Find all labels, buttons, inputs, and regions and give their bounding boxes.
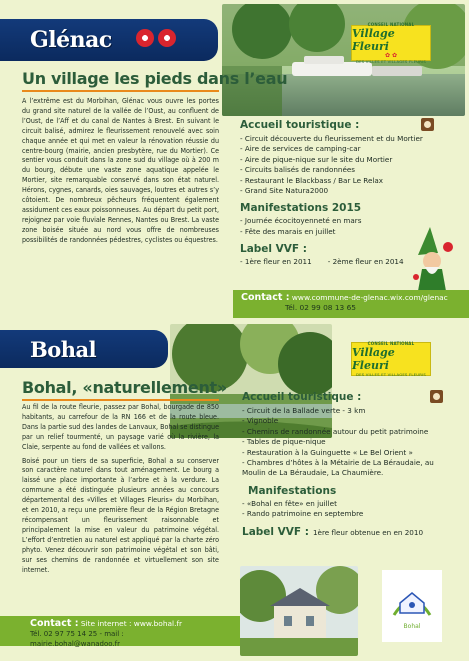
glenac-phone: Tél. 02 99 08 13 65	[285, 303, 356, 312]
contact-label: Contact :	[241, 292, 290, 303]
logo-name: Village Fleuri	[352, 27, 395, 53]
list-item: - Fête des marais en juillet	[240, 227, 440, 237]
flower-icon	[430, 390, 443, 403]
list-item: - Circuits balisés de randonnées	[240, 165, 440, 175]
bohal-logo-text: Bohal	[403, 622, 421, 630]
list-item: - Restauration à la Guinguette « Le Bel Orient »	[242, 448, 447, 458]
list-item: - Tables de pique-nique	[242, 437, 447, 447]
glenac-accueil-title: Accueil touristique :	[240, 118, 360, 131]
glenac-subtitle: Un village les pieds dans l’eau	[22, 69, 288, 88]
logo-bottom-text: DES VILLES ET VILLAGES FLEURIS	[356, 372, 426, 377]
bohal-banner	[0, 330, 168, 368]
divider	[22, 399, 219, 401]
list-item: - Aire de pique-nique sur le site du Mortier	[240, 155, 440, 165]
glenac-manif-title: Manifestations 2015	[240, 202, 362, 215]
bohal-accueil-list	[242, 406, 447, 479]
bohal-banner-title: Bohal	[30, 336, 97, 362]
logo-bottom-text: DES VILLES ET VILLAGES FLEURIS	[356, 59, 426, 64]
label-item: - 1ère fleur en 2011	[240, 257, 312, 267]
contact-label: Contact :	[30, 618, 79, 629]
bohal-paragraph-1: Au fil de la route fleurie, passez par Bohal, bourgade de 850 habitants, au carrefour de la RN 166 et de la route bleue. Dans la partie sud des landes de Lanvaux, Bohal se distingue par un relief tourmenté, un paysage varié où la rivière, la Claie, serpente au fond de vallées et vallons.	[22, 402, 219, 451]
list-item: - Rando patrimoine en septembre	[242, 509, 447, 519]
bohal-phone-mail: Tél. 02 97 75 14 25 - mail : mairie.bohal@wanadoo.fr	[30, 630, 124, 648]
bohal-accueil-title: Accueil touristique :	[242, 390, 362, 403]
list-item: - Vignoble	[242, 416, 447, 426]
bohal-manif-title: Manifestations	[248, 484, 337, 497]
list-item: - Grand Site Natura2000	[240, 186, 440, 196]
list-item: - Chemins de randonnée autour du petit patrimoine	[242, 427, 447, 437]
logo-name: Village Fleuri	[352, 346, 395, 372]
glenac-banner-title: Glénac	[30, 27, 112, 53]
bohal-subtitle: Bohal, «naturellement»	[22, 378, 227, 397]
glenac-paragraph	[22, 96, 219, 249]
list-item: - Chambres d’hôtes à la Métairie de La Béraudaie, au Moulin de La Béraudaie, La Chaumière.	[242, 458, 447, 479]
list-item: - «Bohal en fête» en juillet	[242, 499, 447, 509]
bohal-label-text: 1ère fleur obtenue en en 2010	[312, 527, 424, 537]
divider	[22, 90, 219, 92]
bohal-manif-list	[242, 499, 447, 520]
bohal-label-row	[242, 526, 447, 538]
label-item: - 2ème fleur en 2014	[327, 257, 404, 267]
list-item: - Restaurant le Blackbass / Bar Le Relax	[240, 176, 440, 186]
bohal-town-logo	[382, 570, 442, 642]
glenac-label-title: Label VVF :	[240, 243, 307, 256]
glenac-contact-bar	[233, 290, 469, 318]
bohal-info	[242, 390, 447, 538]
bohal-website-link[interactable]: Site internet : www.bohal.fr	[80, 619, 183, 628]
glenac-accueil-list	[240, 134, 440, 196]
flowers-icon: ✿ ✿	[385, 52, 397, 59]
list-item: - Circuit de la Ballade verte - 3 km	[242, 406, 447, 416]
flowers-icon	[132, 29, 176, 51]
list-item: - Journée écocitoyenneté en mars	[240, 216, 440, 226]
logo-top-text: CONSEIL NATIONAL	[367, 22, 415, 27]
bohal-paragraph	[22, 402, 219, 578]
gnome-mascot-icon	[408, 225, 456, 295]
list-item: - Aire de services de camping-car	[240, 144, 440, 154]
bohal-contact-bar	[0, 616, 240, 646]
glenac-paragraph-text: A l’extrême est du Morbihan, Glénac vous ouvre les portes du grand site naturel de la vallée de l’Oust, au confluent de l’Oust, de l’Aff et du canal de Nantes à Brest. En suivant le circuit balisé, admirez le fleurissement renouvelé avec soin chaque année et qui met en valeur la rénovation réussie du centre-bourg (mairie, ancien presbytère, rue du Mortier). Ce sentier vous conduit dans la zone sud du village où à 200 m du bourg, débute une vaste zone aquatique appelée le Mortier, site remarquable conservé dans son état naturel. Hérons, cygnes, canards, oies sauvages, loutres et autres s’y côtoient. De nombreux pêcheurs fréquentent également assidument ces eaux poissonneuses. Au départ du petit port, rejoignez par voie fluviale Rennes, Nantes ou Brest. La vaste zone boisée située au nord vous offre de nombreuses possibilités de randonnées pédestres, cyclistes ou équestres.	[22, 96, 219, 244]
logo-top-text: CONSEIL NATIONAL	[367, 341, 415, 346]
bohal-label-title: Label VVF :	[242, 525, 309, 538]
flower-icon	[421, 118, 434, 131]
glenac-website-link[interactable]: www.commune-de-glenac.wix.com/glenac	[291, 293, 448, 302]
bohal-paragraph-2: Boisé pour un tiers de sa superficie, Bohal a su conserver son caractère naturel dans tout aménagement. Le bourg a laissé une place importante à l’arbre et à la verdure. La commune a été distinguée plusieurs années au concours départemental des «Villes et Villages Fleuris» du Morbihan, et en 2010, a reçu une première fleur de la Région Bretagne récompensant un fleurissement raisonnable et principalement la mise en valeur du patrimoine végétal. L’effort d’entretien au naturel est appliqué par la charte zéro phyto. Venez découvrir son patrimoine végétal et son bâti, sur ses chemins de randonnée et virtuellement son site internet.	[22, 455, 219, 574]
village-fleuri-logo	[351, 342, 431, 376]
list-item: - Circuit découverte du fleurissement et du Mortier	[240, 134, 440, 144]
bohal-logo-icon	[390, 583, 434, 623]
glenac-banner	[0, 19, 218, 61]
village-fleuri-logo	[351, 22, 431, 64]
bohal-house-photo	[240, 566, 358, 656]
